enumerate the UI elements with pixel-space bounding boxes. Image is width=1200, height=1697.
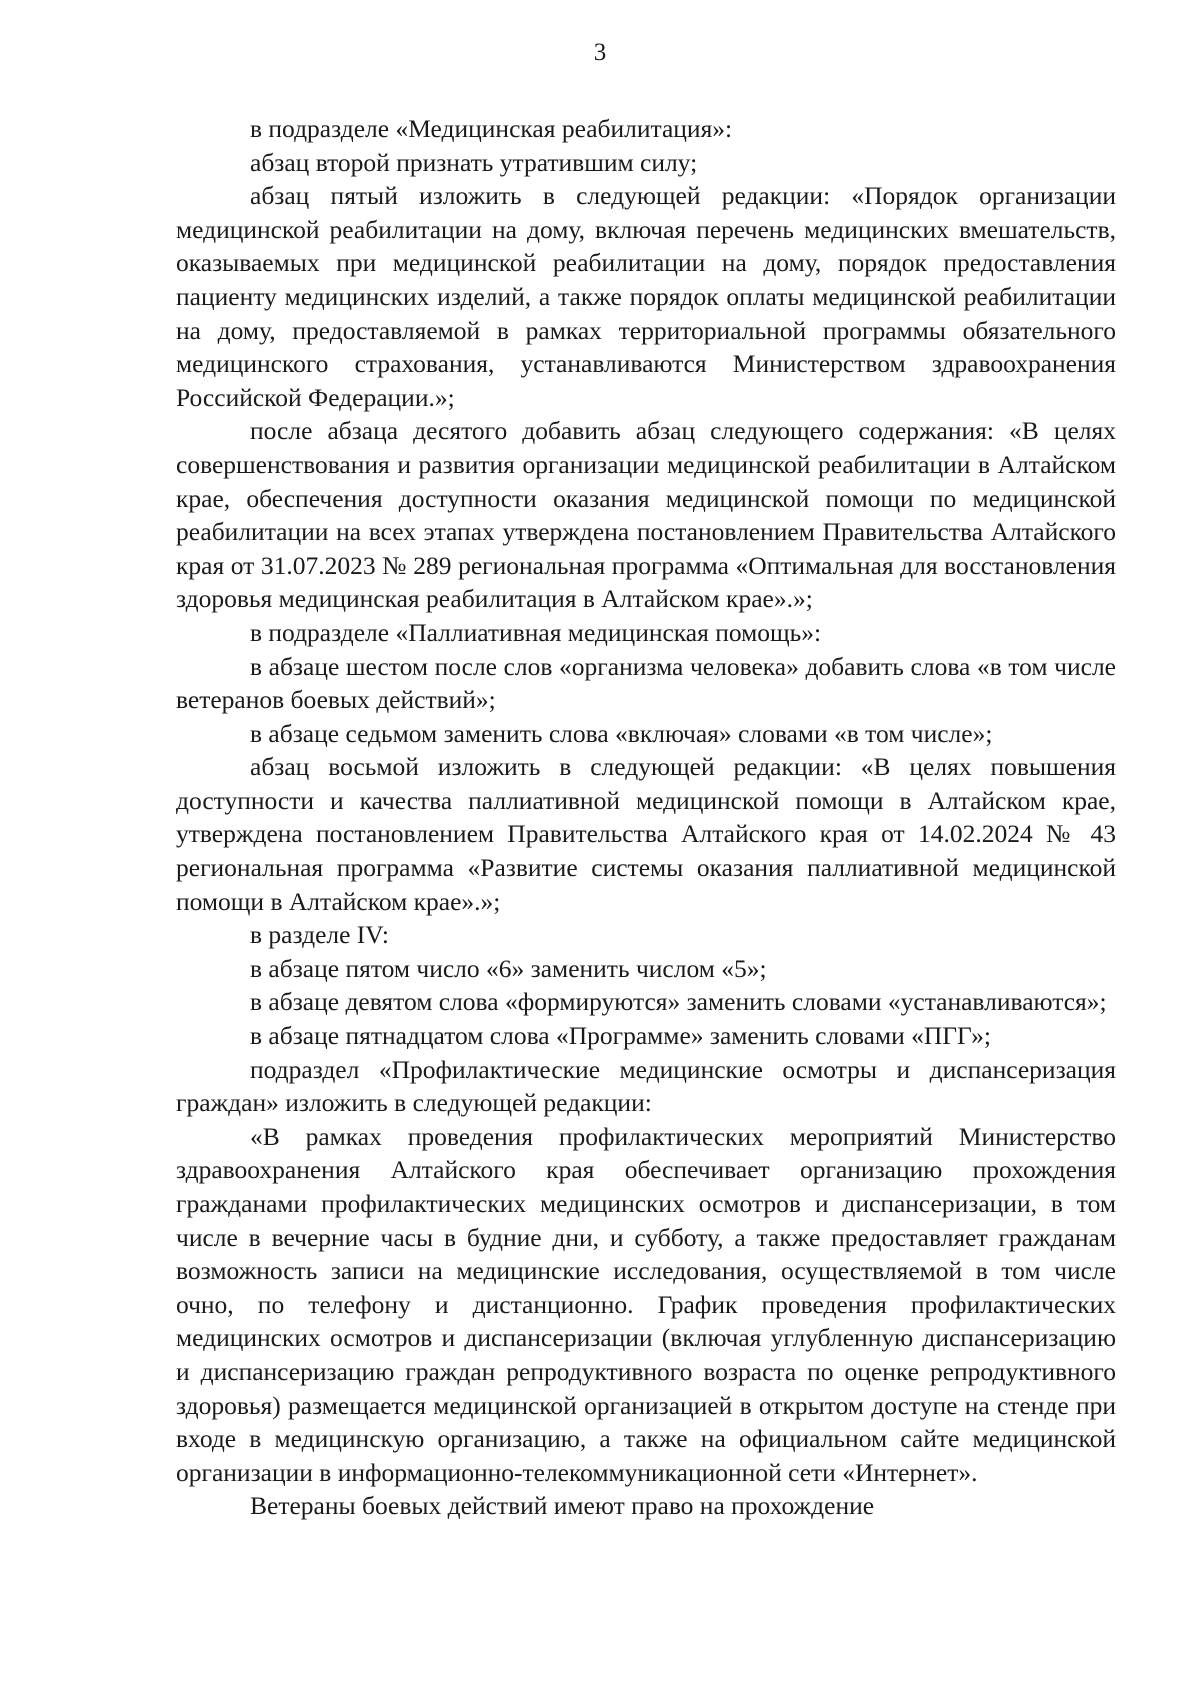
paragraph: Ветераны боевых действий имеют право на прохождение [250,1491,875,1521]
document-body [176,112,1116,1523]
page-number: 3 [593,39,607,66]
paragraph: в подразделе «Паллиативная медицинская помощь»: [250,617,822,647]
paragraph: в разделе IV: [250,920,389,950]
paragraph: в абзаце пятнадцатом слова «Программе» заменить словами «ПГГ»; [250,1021,991,1051]
paragraph: в абзаце шестом после слов «организма человека» добавить слова «в том числе ветеранов боевых действий»; [176,651,1116,715]
paragraph: «В рамках проведения профилактических мероприятий Министерство здравоохранения Алтайского края обеспечивает организацию прохождения гражданами профилактических медицинских осмотров и диспансеризации, в том числе в вечерние часы в будние дни, и субботу, а также предоставляет гражданам возможность записи на медицинские исследования, осуществляемой в том числе очно, по телефону и дистанционно. График проведения профилактических медицинских осмотров и диспансеризации (включая углубленную диспансеризацию и диспансеризацию граждан репродуктивного возраста по оценке репродуктивного здоровья) размещается медицинской организацией в открытом доступе на стенде при входе в медицинскую организацию, а также на официальном сайте медицинской организации в информационно-телекоммуникационной сети «Интернет». [176,1121,1116,1487]
paragraph: абзац второй признать утратившим силу; [250,147,698,177]
paragraph: в абзаце пятом число «6» заменить числом «5»; [250,953,767,983]
paragraph: в подразделе «Медицинская реабилитация»: [250,114,733,143]
paragraph: абзац восьмой изложить в следующей редакции: «В целях повышения доступности и качества паллиативной медицинской помощи в Алтайском крае, утверждена постановлением Правительства Алтайского края от 14.02.2024 № 43 региональная программа «Развитие системы оказания паллиативной медицинской помощи в Алтайском крае».»; [176,752,1116,916]
paragraph: абзац пятый изложить в следующей редакции: «Порядок организации медицинской реабилитации на дому, включая перечень медицинских вмешательств, оказываемых при медицинской реабилитации на дому, порядок предоставления пациенту медицинских изделий, а также порядок оплаты медицинской реабилитации на дому, предоставляемой в рамках территориальной программы обязательного медицинского страхования, устанавливаются Министерством здравоохранения Российской Федерации.»; [176,181,1116,412]
paragraph: в абзаце седьмом заменить слова «включая» словами «в том числе»; [250,718,993,748]
paragraph: после абзаца десятого добавить абзац следующего содержания: «В целях совершенствования и развития организации медицинской реабилитации в Алтайском крае, обеспечения доступности оказания медицинской помощи по медицинской реабилитации на всех этапах утверждена постановлением Правительства Алтайского края от 31.07.2023 № 289 региональная программа «Оптимальная для восстановления здоровья медицинская реабилитация в Алтайском крае».»; [176,416,1116,614]
paragraph: подраздел «Профилактические медицинские осмотры и диспансеризация граждан» изложить в следующей редакции: [176,1054,1116,1118]
paragraph: в абзаце девятом слова «формируются» заменить словами «устанавливаются»; [250,987,1107,1017]
